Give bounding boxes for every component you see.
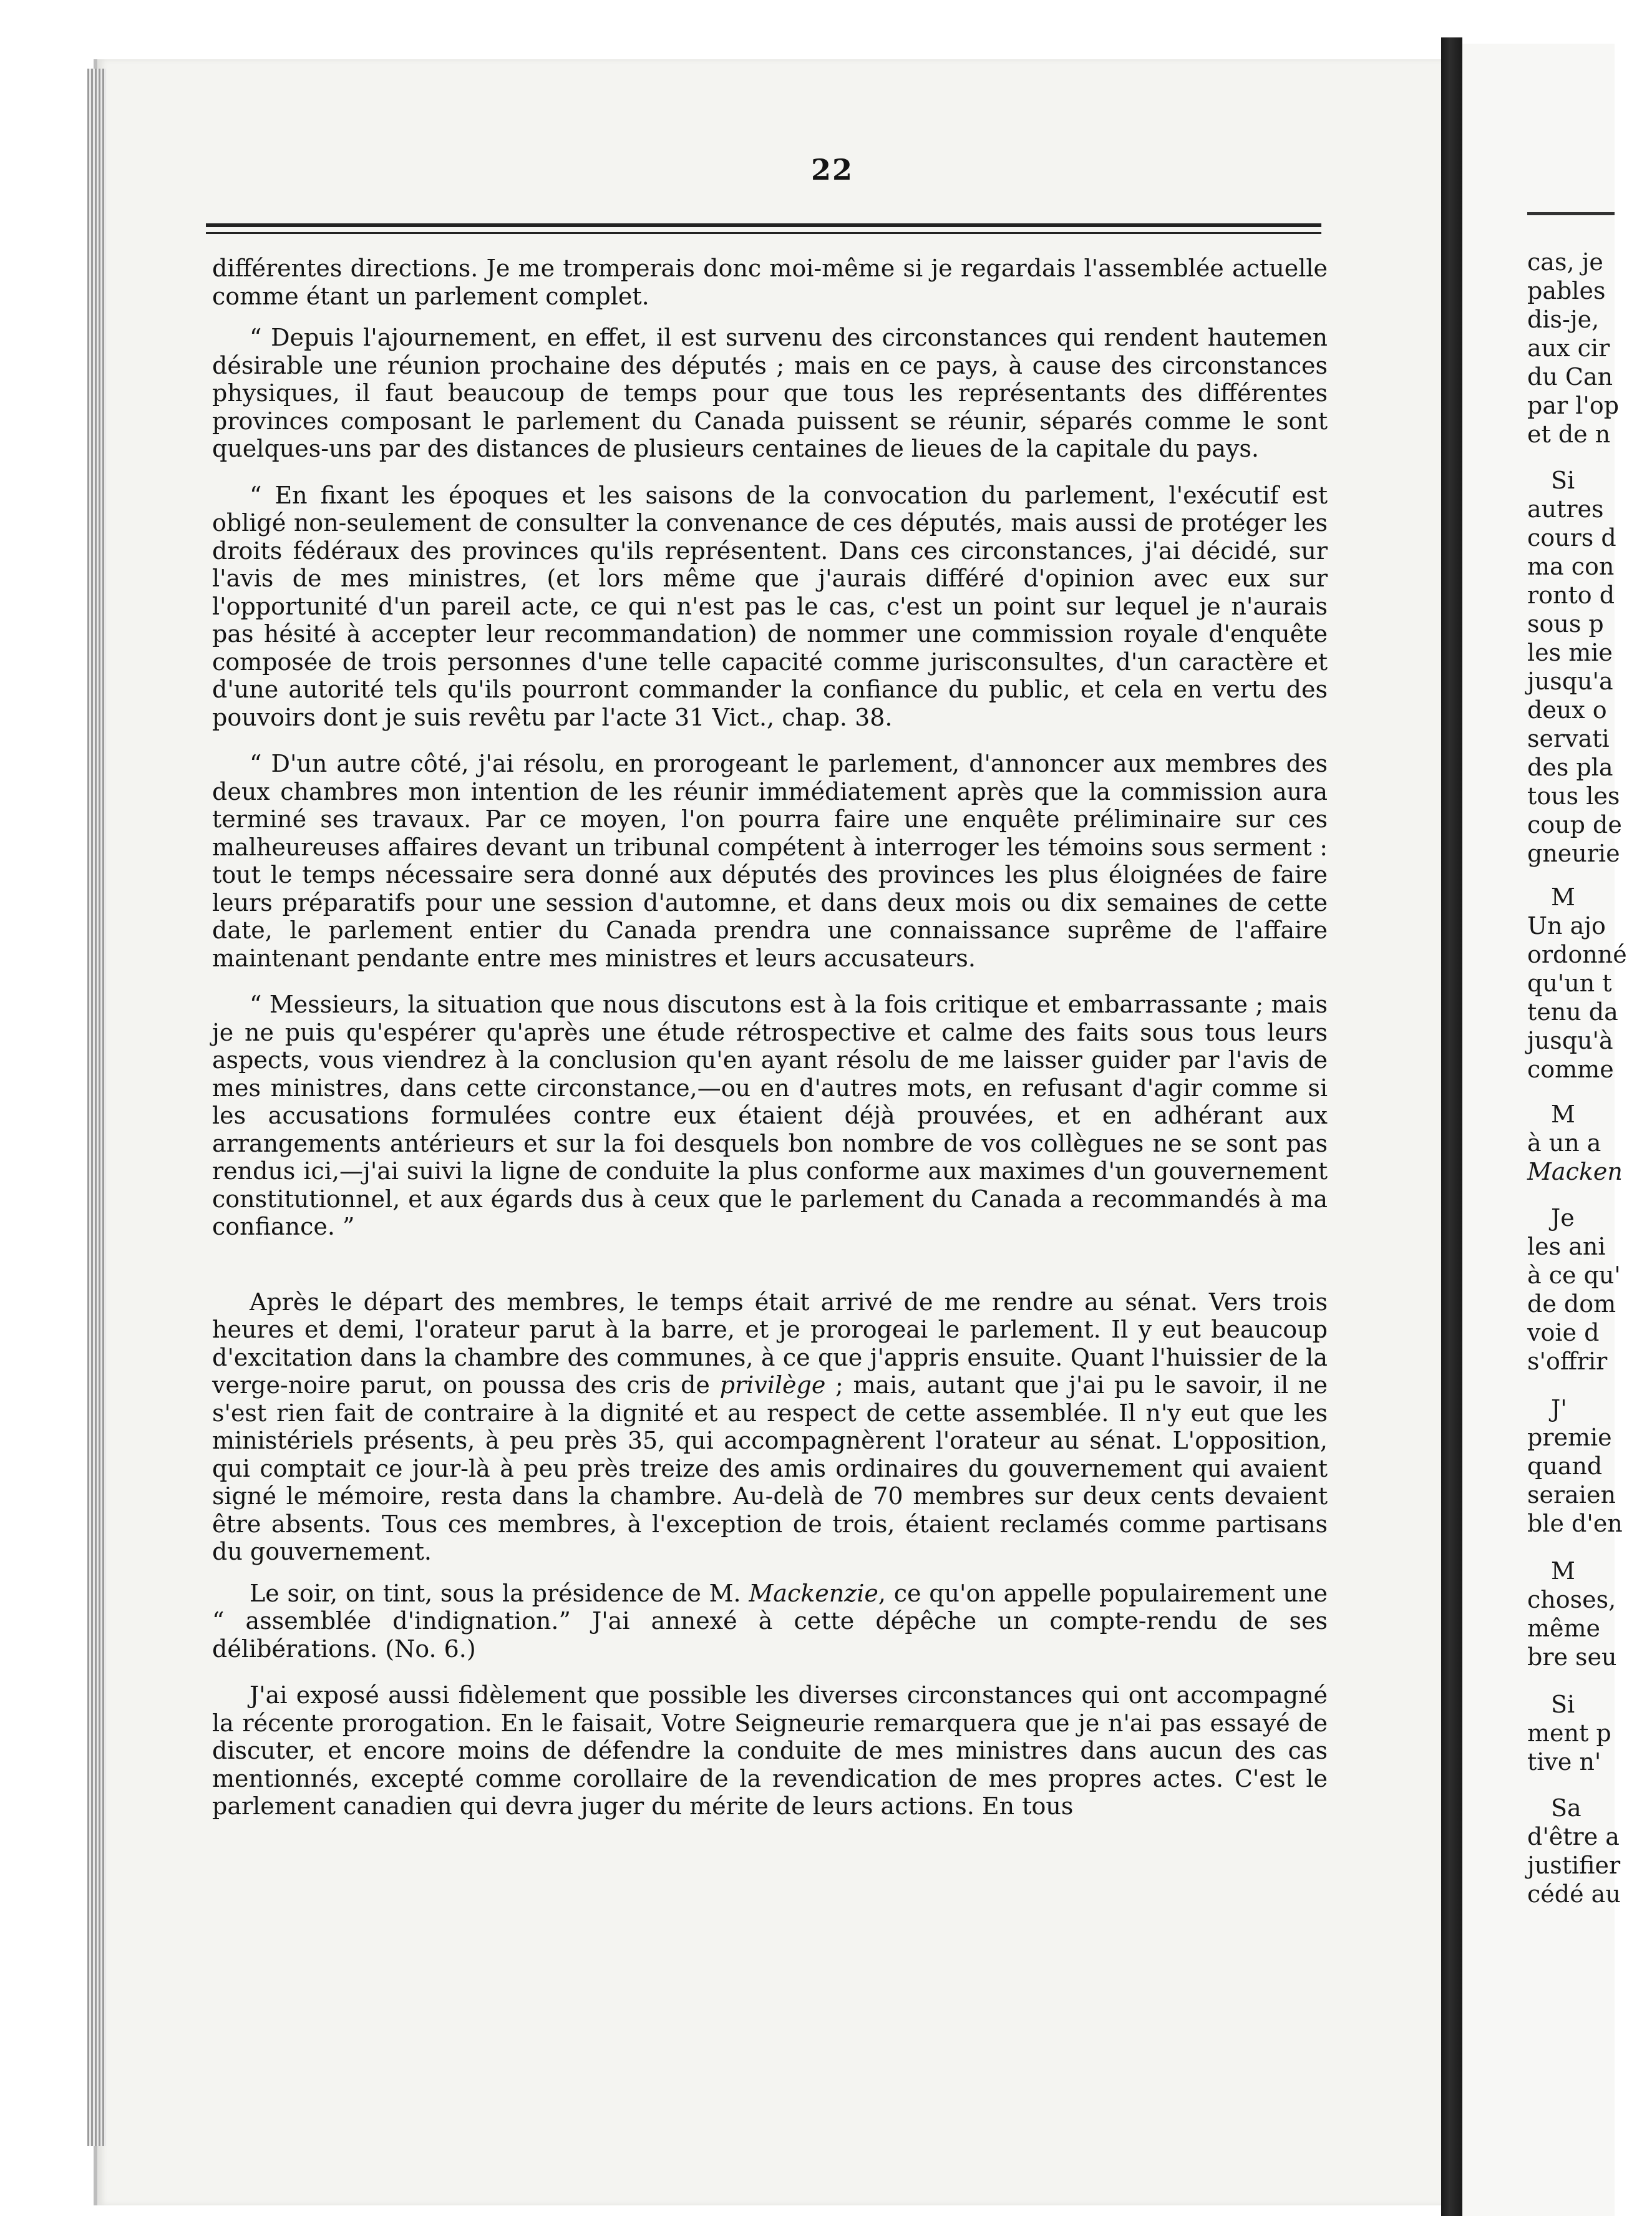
right-fragment: à un a: [1527, 1129, 1601, 1157]
scan-margin: [0, 0, 94, 2216]
italic-name-mackenzie: Mackenzie: [749, 1579, 878, 1607]
right-fragment: autres: [1527, 495, 1604, 523]
text-run: Le soir, on tint, sous la présidence de M.: [250, 1579, 741, 1607]
right-fragment: qu'un t: [1527, 969, 1612, 997]
page-number: 22: [810, 153, 853, 187]
right-fragment: par l'op: [1527, 392, 1620, 419]
right-page-header-rule: [1527, 212, 1615, 215]
right-fragment: comme: [1527, 1056, 1614, 1083]
header-rule-thin: [206, 232, 1321, 234]
paragraph-evening-meeting: [212, 1580, 1328, 1663]
right-fragment: et de n: [1527, 420, 1611, 448]
right-fragment: du Can: [1527, 363, 1613, 391]
right-fragment: Si: [1551, 467, 1575, 494]
right-fragment: cours d: [1527, 524, 1616, 552]
right-fragment: M: [1551, 1557, 1575, 1585]
right-fragment: d'être a: [1527, 1823, 1620, 1850]
paragraph-quote-2: “ En fixant les époques et les saisons de la convocation du parlement, l'exécutif est obligé non-seulement de consulter la convenance de ces députés, mais aussi de protéger les droits fédéraux des provinces qu'ils représentent. Dans ces circonstances, j'ai décidé, sur l'avis de mes ministres, (et lors même que j'aurais différé d'opinion avec eux sur l'opportunité d'un pareil acte, ce qui n'est pas le cas, c'est un point sur lequel je n'aurais pas hésité à accepter leur recommandation) de nommer une commission royale d'enquête composée de trois personnes d'une telle capacité comme jurisconsultes, d'un caractère et d'une autorité tels qu'ils pourront commander la confiance du public, et cela en vertu des pouvoirs dont je suis revêtu par l'acte 31 Vict., chap. 38.: [212, 481, 1328, 731]
italic-word-privilege: privilège: [719, 1371, 826, 1399]
paragraph-continuation: différentes directions. Je me tromperais donc moi-même si je regardais l'assemblée actuelle comme étant un parlement complet.: [212, 255, 1328, 310]
right-fragment: tive n': [1527, 1748, 1601, 1776]
page-edges: [87, 69, 106, 2146]
paragraph-quote-1: “ Depuis l'ajournement, en effet, il est survenu des circonstances qui rendent hautemen désirable une réunion prochaine des députés ; mais en ce pays, à cause des circonstances physiques, il faut beaucoup de temps pour que tous les représentants des différentes provinces composant le parlement du Canada puissent se réunir, séparés comme le sont quelques-uns par des distances de plusieurs centaines de lieues de la capitale du pays.: [212, 324, 1328, 462]
header-rule-thick: [206, 223, 1321, 227]
right-fragment: même: [1527, 1615, 1601, 1642]
right-fragment: Macken: [1527, 1158, 1623, 1185]
paragraph-prorogation: [212, 1288, 1328, 1566]
paragraph-quote-4: “ Messieurs, la situation que nous discutons est à la fois critique et embarrassante ; mais je ne puis qu'espérer qu'après une étude rétrospective et calme des faits sous tous leurs aspects, vous viendrez à la conclusion qu'en ayant résolu de me laisser guider par l'avis de mes ministres, dans cette circonstance,—ou en d'autres mots, en refusant d'agir comme si les accusations formulées contre eux étaient déjà prouvées, et en adhérant aux arrangements antérieurs et sur la foi desquels bon nombre de vos collègues ne se sont pas rendus ici,—j'ai suivi la ligne de conduite la plus conforme aux maximes d'un gouvernement constitutionnel, et aux égards dus à ceux que le parlement du Canada a recommandés à ma confiance. ”: [212, 991, 1328, 1240]
right-fragment: deux o: [1527, 696, 1607, 724]
right-fragment: voie d: [1527, 1319, 1600, 1346]
right-fragment: Sa: [1551, 1794, 1582, 1822]
right-fragment: aux cir: [1527, 334, 1610, 362]
right-fragment: jusqu'a: [1527, 668, 1613, 695]
right-fragment: de dom: [1527, 1290, 1616, 1318]
right-fragment: bre seu: [1527, 1643, 1617, 1671]
right-fragment: ordonné: [1527, 941, 1627, 968]
right-fragment: les mie: [1527, 639, 1613, 666]
paragraph-summary: J'ai exposé aussi fidèlement que possible les diverses circonstances qui ont accompagné la récente prorogation. En le faisait, Votre Seigneurie remarquera que je n'ai pas essayé de discuter, et encore moins de défendre la conduite de mes ministres dans aucun des cas mentionnés, excepté comme corollaire de la revendication de mes propres actes. C'est le parlement canadien qui devra juger du mérite de leurs actions. En tous: [212, 1681, 1328, 1820]
right-fragment: les ani: [1527, 1233, 1606, 1260]
right-fragment: J': [1551, 1395, 1567, 1422]
right-fragment: premie: [1527, 1424, 1612, 1451]
right-fragment: jusqu'à: [1527, 1027, 1613, 1054]
right-fragment: sous p: [1527, 610, 1604, 638]
right-fragment: M: [1551, 883, 1575, 911]
right-fragment: coup de: [1527, 811, 1622, 838]
paragraph-quote-3: “ D'un autre côté, j'ai résolu, en prorogeant le parlement, d'annoncer aux membres des deux chambres mon intention de les réunir immédiatement après que la commission aura terminé ses travaux. Par ce moyen, l'on pourra faire une enquête préliminaire sur ces malheureuses affaires devant un tribunal compétent à interroger les témoins sous serment : tout le temps nécessaire sera donné aux députés des provinces les plus éloignées de faire leurs préparatifs pour une session d'automne, et dans deux mois ou dix semaines de cette date, le parlement entier du Canada prendra une connaissance suprême de l'affaire maintenant pendante entre mes ministres et leurs accusateurs.: [212, 750, 1328, 972]
right-fragment: tous les: [1527, 782, 1620, 810]
right-fragment: ronto d: [1527, 581, 1615, 609]
right-fragment: ble d'en: [1527, 1510, 1623, 1537]
right-fragment: justifier: [1527, 1852, 1621, 1879]
right-fragment: Si: [1551, 1691, 1575, 1718]
right-fragment: dis-je,: [1527, 306, 1600, 333]
right-fragment: M: [1551, 1101, 1575, 1128]
text-run: , ce qu'on appelle populairement une “ assemblée d'indignation.” J'ai annexé à cette dépêche un compte-rendu de ses délibérations. (No. 6.): [212, 1579, 1328, 1663]
right-fragment: s'offrir: [1527, 1348, 1608, 1375]
right-fragment: gneurie: [1527, 840, 1620, 867]
right-fragment: choses,: [1527, 1586, 1616, 1613]
right-fragment: quand: [1527, 1452, 1603, 1480]
right-fragment: Un ajo: [1527, 912, 1606, 940]
main-text-block: [212, 255, 1328, 1820]
right-fragment: ma con: [1527, 553, 1615, 580]
right-fragment: pables: [1527, 277, 1606, 304]
text-run: ; mais, autant que j'ai pu le savoir, il ne s'est rien fait de contraire à la dignité et au respect de cette assemblée. Il n'y eut que les ministériels présents, à peu près 35, qui accompagnèrent l'orateur au sénat. L'opposition, qui comptait ce jour-là à peu près treize des amis ordinaires du gouvernement qui avaient signé le mémoire, resta dans la chambre. Au-delà de 70 membres sur deux cents devaient être absents. Tous ces membres, à l'exception de trois, étaient reclamés comme partisans du gouvernement.: [212, 1371, 1328, 1565]
right-fragment: des pla: [1527, 754, 1613, 781]
text-run: Après le départ des membres, le temps était arrivé de me rendre au sénat. Vers trois heures et demi, l'orateur parut à la barre, et je prorogeai le parlement. Il y eut beaucoup d'excitation dans la chambre des communes, à ce que j'appris ensuite. Quant l'huissier de la verge-noire parut, on poussa des cris de: [212, 1288, 1328, 1399]
right-fragment: Je: [1551, 1204, 1575, 1232]
right-fragment: cas, je: [1527, 248, 1603, 276]
right-fragment: à ce qu': [1527, 1261, 1621, 1289]
right-fragment: servati: [1527, 725, 1610, 752]
right-fragment: ment p: [1527, 1719, 1611, 1747]
right-fragment: tenu da: [1527, 998, 1618, 1026]
book-spine: [1441, 37, 1462, 2216]
right-fragment: cédé au: [1527, 1880, 1621, 1908]
right-fragment: seraien: [1527, 1481, 1616, 1509]
